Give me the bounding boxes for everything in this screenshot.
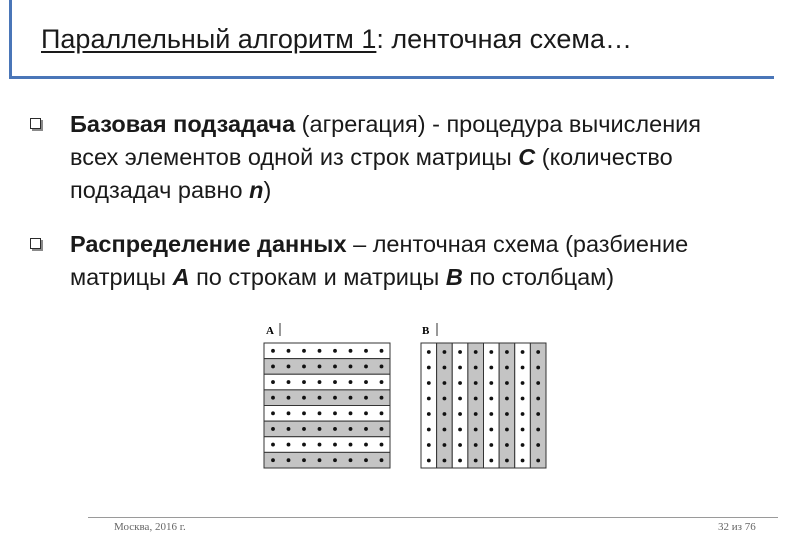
matrix-b-element-dot <box>536 428 540 432</box>
matrix-b-element-dot <box>427 397 431 401</box>
matrix-a-element-dot <box>364 443 368 447</box>
matrix-b-element-dot <box>458 350 462 354</box>
matrix-a-element-dot <box>380 380 384 384</box>
title-main: Параллельный алгоритм 1 <box>41 24 377 54</box>
matrix-a-element-dot <box>380 443 384 447</box>
matrix-a-element-dot <box>333 380 337 384</box>
matrix-b-column-stripe <box>437 343 453 468</box>
matrix-a-element-dot <box>302 380 306 384</box>
matrix-b-element-dot <box>489 381 493 385</box>
matrix-b-element-dot <box>505 381 509 385</box>
matrix-b-element-dot <box>521 443 525 447</box>
matrix-a-element-dot <box>271 380 275 384</box>
matrix-b-element-dot <box>489 397 493 401</box>
matrix-a-element-dot <box>333 365 337 369</box>
matrix-a-element-dot <box>364 349 368 353</box>
matrix-a-row-stripe <box>264 343 390 359</box>
matrix-b-element-dot <box>443 443 447 447</box>
matrix-b-element-dot <box>521 459 525 463</box>
matrix-a-element-dot <box>302 365 306 369</box>
matrix-b-column-stripe <box>421 343 437 468</box>
matrix-a-element-dot <box>318 443 322 447</box>
matrix-b-element-dot <box>474 459 478 463</box>
matrix-a-element-dot <box>380 365 384 369</box>
matrix-a-element-dot <box>364 365 368 369</box>
matrix-b-element-dot <box>489 366 493 370</box>
matrix-a-element-dot <box>302 443 306 447</box>
matrix-a-element-dot <box>287 396 291 400</box>
matrix-b-element-dot <box>536 459 540 463</box>
matrix-a-element-dot <box>349 458 353 462</box>
matrix-a-element-dot <box>349 349 353 353</box>
matrix-b-element-dot <box>489 412 493 416</box>
matrix-b-element-dot <box>458 443 462 447</box>
matrix-b-element-dot <box>521 350 525 354</box>
matrix-a-element-dot <box>287 349 291 353</box>
matrix-a-element-dot <box>380 427 384 431</box>
matrix-b-element-dot <box>427 443 431 447</box>
bullet-variable: n <box>249 177 264 203</box>
matrix-b-element-dot <box>443 366 447 370</box>
matrix-b-element-dot <box>505 459 509 463</box>
matrix-b-element-dot <box>505 428 509 432</box>
matrix-b-element-dot <box>474 381 478 385</box>
matrix-a-element-dot <box>318 411 322 415</box>
matrix-a-element-dot <box>271 411 275 415</box>
matrix-a-element-dot <box>271 443 275 447</box>
matrix-a-label: A <box>266 325 274 337</box>
matrix-a-element-dot <box>302 349 306 353</box>
matrix-b-element-dot <box>536 350 540 354</box>
matrix-b-element-dot <box>489 459 493 463</box>
matrix-a-row-stripe <box>264 452 390 468</box>
bullet-segment: – ленточная схема (разбиение матрицы <box>70 231 689 290</box>
matrix-b-label: B <box>422 325 430 337</box>
matrix-b-element-dot <box>427 350 431 354</box>
matrix-b-element-dot <box>474 397 478 401</box>
matrix-b-element-dot <box>505 412 509 416</box>
matrix-b-element-dot <box>443 381 447 385</box>
matrix-a-element-dot <box>271 427 275 431</box>
matrix-b-element-dot <box>521 412 525 416</box>
matrix-a-row-stripes <box>264 343 390 468</box>
matrix-a-element-dot <box>333 427 337 431</box>
matrix-a-element-dot <box>380 349 384 353</box>
matrix-a-element-dot <box>349 365 353 369</box>
matrix-a-element-dot <box>302 427 306 431</box>
matrix-b-element-dot <box>443 428 447 432</box>
matrix-a-element-dot <box>349 396 353 400</box>
bullet-segment: по столбцам) <box>462 264 615 290</box>
matrix-a-element-dot <box>349 411 353 415</box>
footer-location-date: Москва, 2016 г. <box>114 521 186 533</box>
matrix-b-element-dot <box>427 428 431 432</box>
matrix-a-element-dot <box>364 427 368 431</box>
matrix-b-column-stripe <box>452 343 468 468</box>
matrix-a-element-dot <box>364 396 368 400</box>
matrix-b-element-dot <box>458 412 462 416</box>
matrix-b-element-dot <box>521 397 525 401</box>
bullet-variable: A <box>172 264 190 290</box>
matrix-b-element-dot <box>474 443 478 447</box>
matrix-b-element-dot <box>489 428 493 432</box>
matrix-b-column-stripe <box>499 343 515 468</box>
matrix-a-element-dot <box>271 458 275 462</box>
matrix-a-element-dot <box>333 349 337 353</box>
matrix-a-element-dot <box>287 443 291 447</box>
matrix-b-element-dot <box>536 412 540 416</box>
matrix-b-element-dot <box>443 459 447 463</box>
footer-page-counter: 32 из 76 <box>718 521 756 533</box>
matrix-b-element-dot <box>443 350 447 354</box>
matrix-b-element-dot <box>474 428 478 432</box>
matrix-b-element-dot <box>505 397 509 401</box>
matrix-b-element-dot <box>443 397 447 401</box>
matrix-a-element-dot <box>287 458 291 462</box>
matrix-a-element-dot <box>349 443 353 447</box>
bullet-term: Базовая подзадача <box>70 111 296 137</box>
matrix-a-element-dot <box>333 443 337 447</box>
matrix-b-element-dot <box>536 381 540 385</box>
matrix-a-element-dot <box>333 458 337 462</box>
matrix-b-element-dot <box>474 350 478 354</box>
matrix-a-element-dot <box>271 365 275 369</box>
matrix-b-column-stripe <box>468 343 484 468</box>
bullet-segment: по строкам и матрицы <box>189 264 446 290</box>
matrix-b-column-stripes <box>421 343 546 468</box>
matrix-b-element-dot <box>458 428 462 432</box>
matrix-b-element-dot <box>427 366 431 370</box>
matrix-a-element-dot <box>380 458 384 462</box>
matrix-b-column-stripe <box>530 343 546 468</box>
matrix-b-element-dot <box>458 397 462 401</box>
matrix-a-element-dot <box>287 365 291 369</box>
matrix-a-element-dot <box>302 411 306 415</box>
matrix-b-column-stripe <box>515 343 531 468</box>
matrix-a-element-dot <box>287 411 291 415</box>
matrix-a-element-dot <box>318 396 322 400</box>
matrix-b-column-stripe <box>484 343 500 468</box>
matrix-b-element-dot <box>536 397 540 401</box>
matrix-a-element-dot <box>271 349 275 353</box>
matrix-b-element-dot <box>505 366 509 370</box>
matrix-b-element-dot <box>427 412 431 416</box>
bullet-variable: B <box>445 264 463 290</box>
matrix-b-element-dot <box>521 381 525 385</box>
matrix-b-element-dot <box>536 443 540 447</box>
matrix-a-element-dot <box>364 411 368 415</box>
matrix-a-element-dot <box>318 365 322 369</box>
bullet-segment: ) <box>263 177 272 203</box>
matrix-a-element-dot <box>318 349 322 353</box>
title-rest: : ленточная схема… <box>376 24 632 54</box>
bullet-segment: (агрегация) - процедура вычисления всех элементов одной из строк матрицы <box>70 111 702 170</box>
matrix-a-row-stripe <box>264 421 390 437</box>
bullet-term: Распределение данных <box>70 231 347 257</box>
bullet-segment: (количество подзадач равно <box>70 144 673 203</box>
matrix-a-element-dot <box>349 427 353 431</box>
matrix-a-row-stripe <box>264 437 390 453</box>
matrix-a-element-dot <box>364 458 368 462</box>
matrix-a-element-dot <box>302 396 306 400</box>
matrix-b-element-dot <box>474 366 478 370</box>
matrix-b-element-dot <box>536 366 540 370</box>
matrix-b-element-dot <box>458 381 462 385</box>
matrix-a-element-dot <box>380 396 384 400</box>
matrix-b-element-dot <box>427 381 431 385</box>
matrix-b-element-dot <box>521 428 525 432</box>
matrix-b-element-dot <box>458 459 462 463</box>
matrix-a-element-dot <box>318 427 322 431</box>
matrix-a-element-dot <box>380 411 384 415</box>
matrix-b-element-dot <box>443 412 447 416</box>
matrix-a-row-stripe <box>264 359 390 375</box>
matrix-a-element-dot <box>287 380 291 384</box>
matrix-a-row-stripe <box>264 374 390 390</box>
matrix-a-element-dot <box>349 380 353 384</box>
matrix-a-element-dot <box>364 380 368 384</box>
matrix-a-element-dot <box>271 396 275 400</box>
matrix-a-element-dot <box>333 411 337 415</box>
matrix-a-element-dot <box>287 427 291 431</box>
matrix-b-element-dot <box>489 350 493 354</box>
matrix-b-element-dot <box>521 366 525 370</box>
bullet-variable: C <box>518 144 536 170</box>
matrix-a-element-dot <box>318 458 322 462</box>
matrix-b-element-dot <box>489 443 493 447</box>
matrix-a-row-stripe <box>264 406 390 422</box>
matrix-b-element-dot <box>458 366 462 370</box>
matrix-b-element-dot <box>505 443 509 447</box>
matrix-a-element-dot <box>333 396 337 400</box>
matrix-a-element-dot <box>318 380 322 384</box>
matrix-b-element-dot <box>505 350 509 354</box>
matrix-a-element-dot <box>302 458 306 462</box>
matrix-b-element-dot <box>474 412 478 416</box>
matrix-a-row-stripe <box>264 390 390 406</box>
matrix-b-element-dot <box>427 459 431 463</box>
footer-divider <box>88 517 778 518</box>
